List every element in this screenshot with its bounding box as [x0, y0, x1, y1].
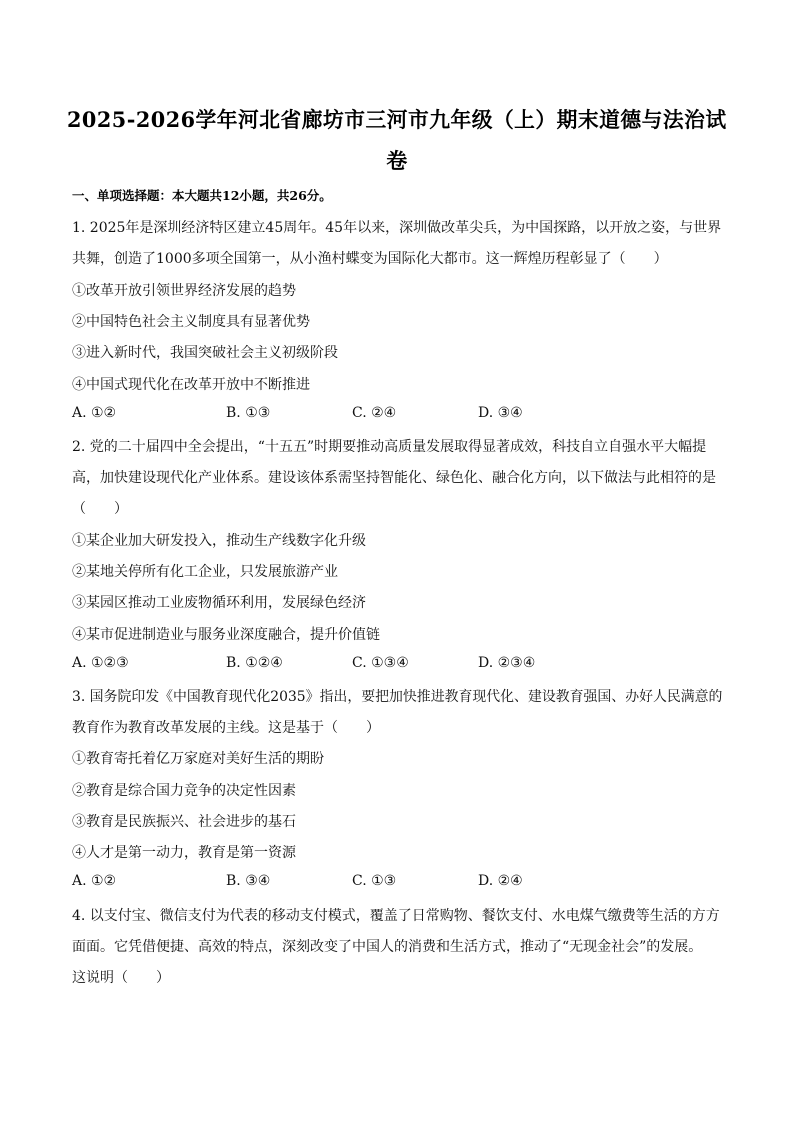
- question-3-option-c[interactable]: C. ①③: [352, 873, 397, 889]
- question-1-option-b[interactable]: B. ①③: [226, 405, 271, 421]
- question-3-option-d[interactable]: D. ②④: [478, 873, 523, 889]
- question-3-option-b[interactable]: B. ③④: [226, 873, 271, 889]
- question-2-option-d[interactable]: D. ②③④: [478, 655, 536, 671]
- question-1-option-a[interactable]: A. ①②: [72, 405, 117, 421]
- question-2-option-c[interactable]: C. ①③④: [352, 655, 409, 671]
- section-heading: 一、单项选择题：本大题共12小题，共26分。: [72, 188, 332, 203]
- question-2-option-a[interactable]: A. ①②③: [72, 655, 129, 671]
- question-2-statement-1: ①某企业加大研发投入，推动生产线数字化升级: [72, 533, 366, 549]
- question-3-stem-line-2: 教育作为教育改革发展的主线。这是基于（ ）: [72, 720, 380, 736]
- question-4-stem-line-3: 这说明（ ）: [72, 970, 170, 986]
- question-1-option-c[interactable]: C. ②④: [352, 405, 397, 421]
- question-1-stem-line-1: 1. 2025年是深圳经济特区建立45周年。45年以来，深圳做改革尖兵，为中国探路，以开放之姿，与世界: [72, 220, 722, 236]
- question-2-stem-line-1: 2. 党的二十届四中全会提出，“十五五”时期要推动高质量发展取得显著成效，科技自立自强水平大幅提: [72, 439, 707, 455]
- question-2-stem-line-2: 高，加快建设现代化产业体系。建设该体系需坚持智能化、绿色化、融合化方向，以下做法与此相符的是: [72, 470, 716, 486]
- question-1-statement-2: ②中国特色社会主义制度具有显著优势: [72, 314, 310, 330]
- question-2-statement-4: ④某市促进制造业与服务业深度融合，提升价值链: [72, 627, 380, 643]
- question-1-stem-line-2: 共舞，创造了1000多项全国第一，从小渔村蝶变为国际化大都市。这一辉煌历程彰显了（ ）: [72, 251, 668, 267]
- question-3-stem-line-1: 3. 国务院印发《中国教育现代化2035》指出，要把加快推进教育现代化、建设教育强国、办好人民满意的: [72, 689, 723, 705]
- question-2-stem-line-3: （ ）: [72, 501, 128, 517]
- question-3-option-a[interactable]: A. ①②: [72, 873, 117, 889]
- question-2-statement-3: ③某园区推动工业废物循环利用，发展绿色经济: [72, 595, 366, 611]
- exam-title-line-2: 卷: [386, 148, 408, 173]
- exam-title-line-1: 2025-2026学年河北省廊坊市三河市九年级（上）期末道德与法治试: [67, 107, 727, 132]
- question-4-stem-line-2: 面面。它凭借便捷、高效的特点，深刻改变了中国人的消费和生活方式，推动了“无现金社会”的发展。: [72, 939, 703, 955]
- question-2-statement-2: ②某地关停所有化工企业，只发展旅游产业: [72, 564, 338, 580]
- question-4-stem-line-1: 4. 以支付宝、微信支付为代表的移动支付模式，覆盖了日常购物、餐饮支付、水电煤气缴费等生活的方方: [72, 908, 720, 924]
- question-1-statement-4: ④中国式现代化在改革开放中不断推进: [72, 377, 310, 393]
- question-3-statement-2: ②教育是综合国力竞争的决定性因素: [72, 783, 296, 799]
- question-3-statement-3: ③教育是民族振兴、社会进步的基石: [72, 814, 296, 830]
- question-3-statement-4: ④人才是第一动力，教育是第一资源: [72, 845, 296, 861]
- question-1-statement-1: ①改革开放引领世界经济发展的趋势: [72, 283, 296, 299]
- question-3-statement-1: ①教育寄托着亿万家庭对美好生活的期盼: [72, 751, 324, 767]
- question-1-option-d[interactable]: D. ③④: [478, 405, 523, 421]
- question-2-option-b[interactable]: B. ①②④: [226, 655, 283, 671]
- question-1-statement-3: ③进入新时代，我国突破社会主义初级阶段: [72, 345, 338, 361]
